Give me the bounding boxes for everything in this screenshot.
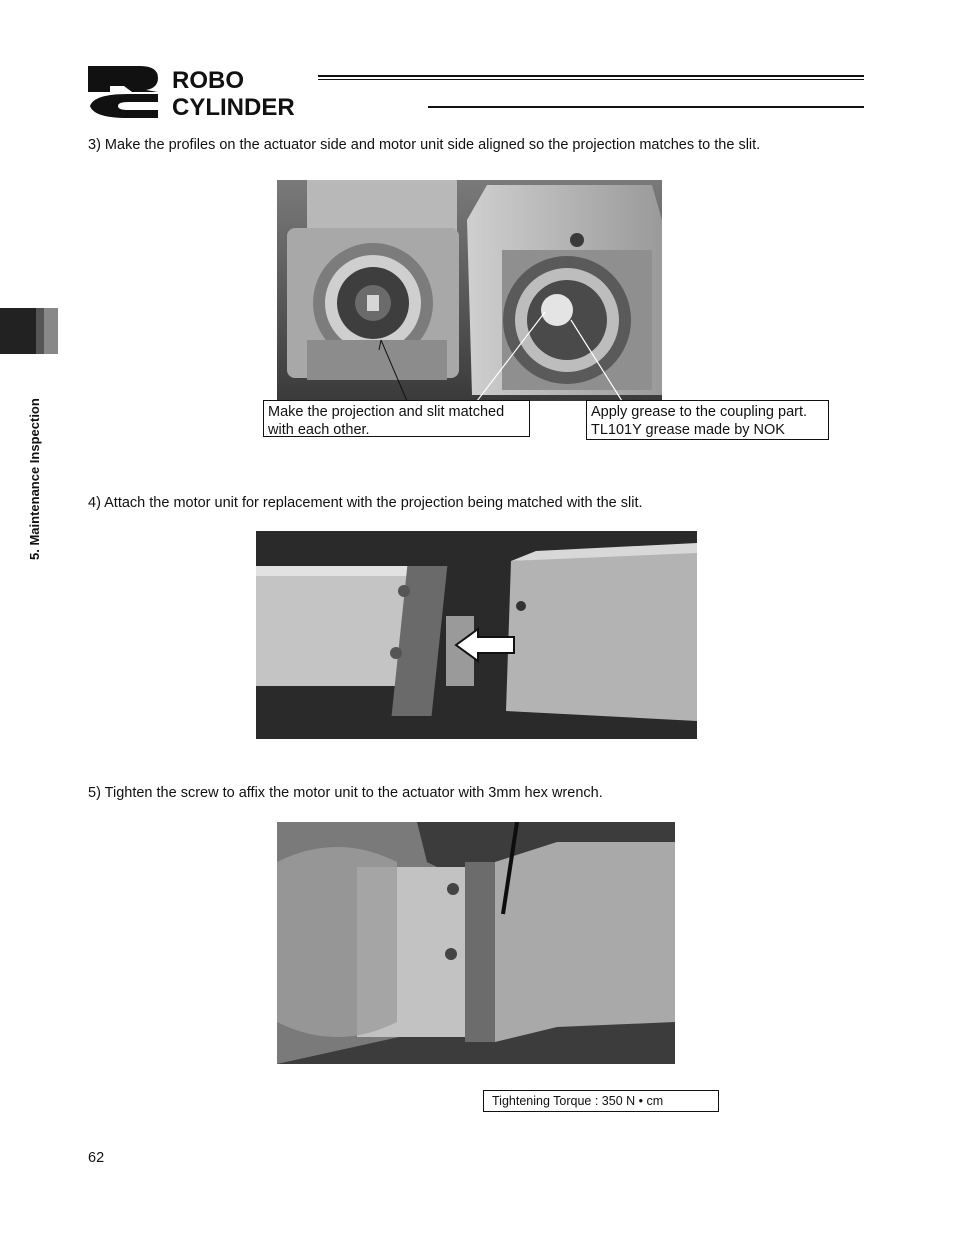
callout-projection-slit <box>263 400 530 437</box>
chapter-label: 5. Maintenance Inspection <box>27 398 42 560</box>
callout-grease-line-1: Apply grease to the coupling part. <box>591 404 808 420</box>
header-rule-top-2 <box>318 79 864 80</box>
photo-actuator-and-motor-profiles <box>277 180 662 401</box>
logo-text-robo: ROBO <box>172 67 244 94</box>
step-3-text: 3) Make the profiles on the actuator side and motor unit side aligned so the projection matches to the slit. <box>88 137 761 153</box>
callout-grease <box>586 400 829 440</box>
tightening-torque-note: Tightening Torque : 350 N • cm <box>483 1090 719 1112</box>
step-4-text: 4) Attach the motor unit for replacement with the projection being matched with the slit. <box>88 495 643 511</box>
photo-attach-motor-unit <box>256 531 697 739</box>
header-rule-bottom <box>428 106 864 108</box>
header-rule-top <box>318 75 864 77</box>
photo-tighten-screw <box>277 822 675 1064</box>
step-5-text: 5) Tighten the screw to affix the motor unit to the actuator with 3mm hex wrench. <box>88 785 603 801</box>
logo-text-cylinder: CYLINDER <box>172 94 295 118</box>
callout-projection-line-2: with each other. <box>268 422 370 438</box>
page-number: 62 <box>88 1150 105 1166</box>
robo-cylinder-logo <box>88 66 428 118</box>
callout-grease-line-2: TL101Y grease made by NOK <box>591 422 785 438</box>
callout-projection-line-1: Make the projection and slit matched <box>268 404 505 420</box>
chapter-tab <box>0 308 58 354</box>
